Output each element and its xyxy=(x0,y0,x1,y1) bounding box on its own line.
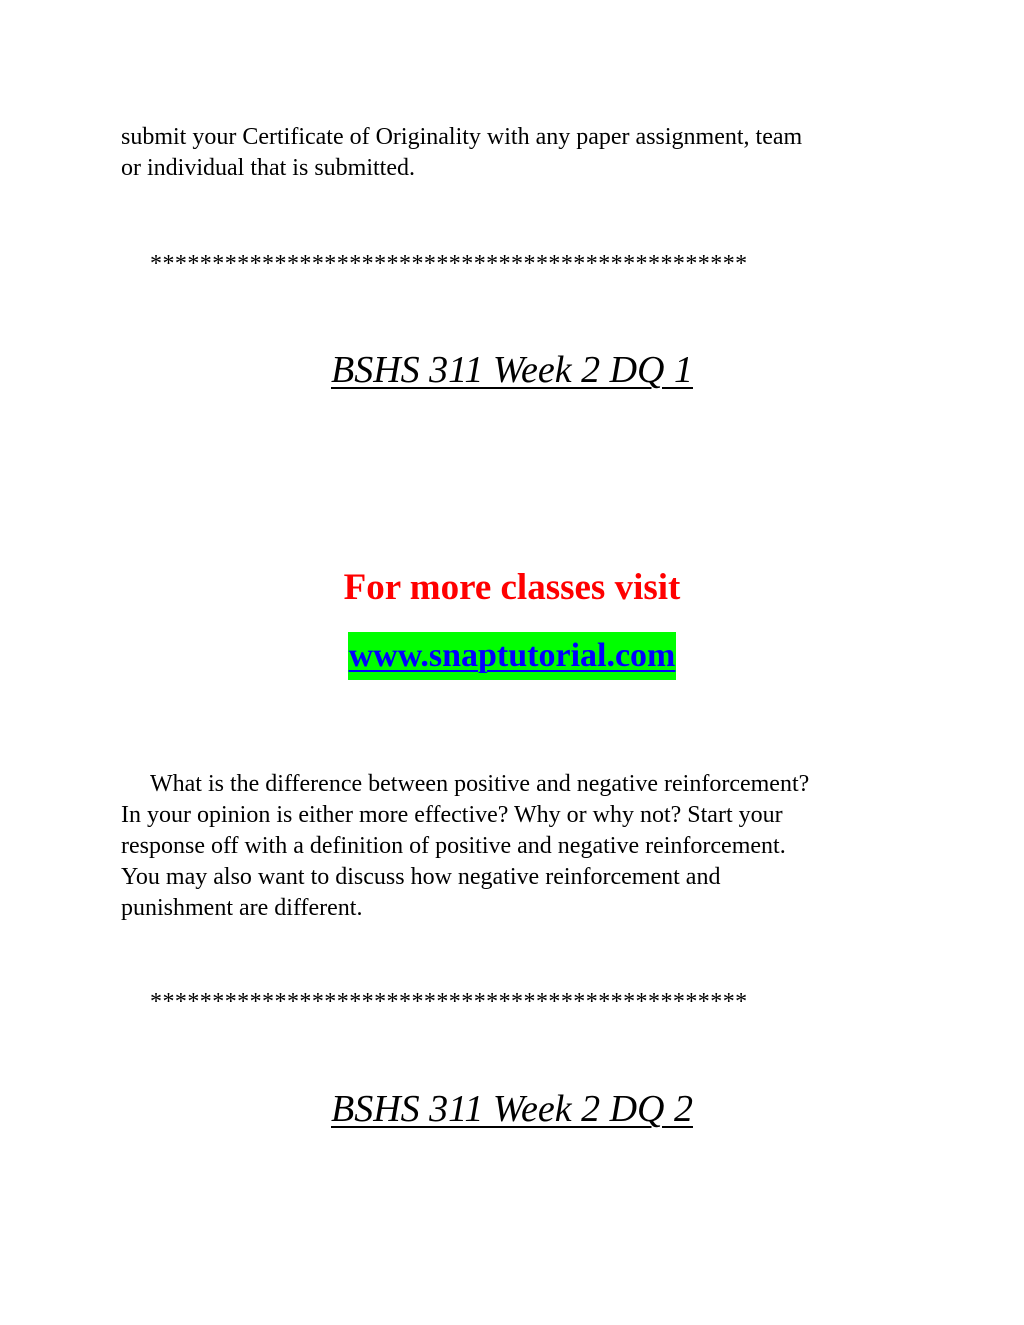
intro-line: submit your Certificate of Originality with any paper assignment, team xyxy=(121,124,803,150)
intro-line: or individual that is submitted. xyxy=(121,155,415,181)
question-line: What is the difference between positive and negative reinforcement? xyxy=(150,771,810,797)
question-line: In your opinion is either more effective? Why or why not? Start your xyxy=(121,802,783,828)
promo-text: For more classes visit xyxy=(343,567,681,608)
intro-paragraph xyxy=(121,122,911,184)
snaptutorial-link[interactable]: www.snaptutorial.com xyxy=(348,632,677,680)
question-line: response off with a definition of positive and negative reinforcement. xyxy=(121,833,786,859)
separator-bottom: ************************************************ xyxy=(150,989,748,1015)
question-line: punishment are different. xyxy=(121,895,363,921)
question-paragraph xyxy=(121,769,911,924)
section-heading-dq1: BSHS 311 Week 2 DQ 1 xyxy=(331,349,693,391)
section-heading-dq2: BSHS 311 Week 2 DQ 2 xyxy=(331,1088,693,1130)
promo-link-wrapper xyxy=(0,632,1024,680)
question-line: You may also want to discuss how negative reinforcement and xyxy=(121,864,721,890)
separator-top: ************************************************ xyxy=(150,251,748,277)
